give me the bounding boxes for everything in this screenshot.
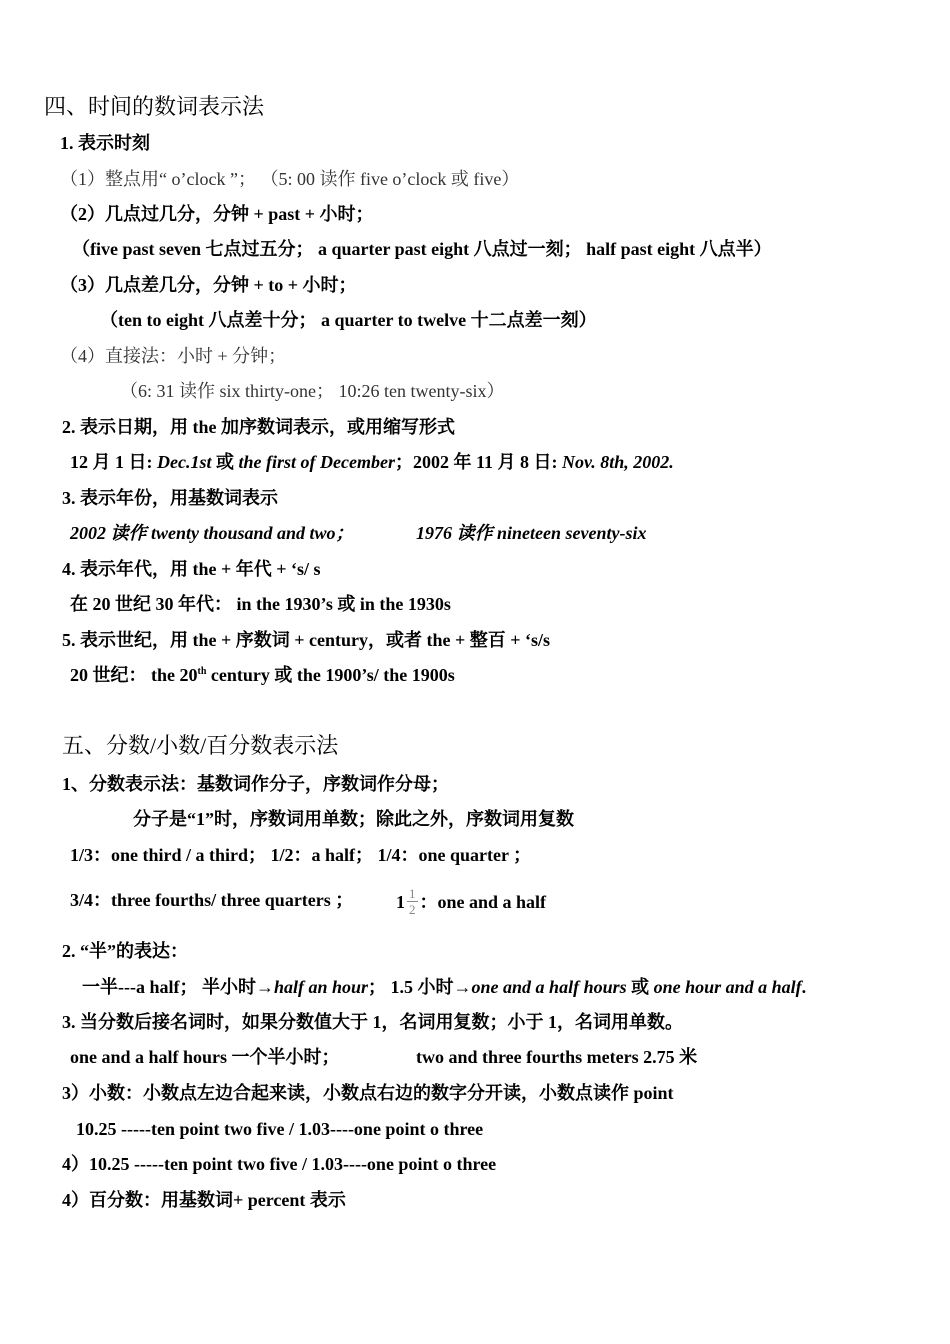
s4-example: 在 20 世纪 30 年代： in the 1930’s 或 in the 1930s [70, 594, 451, 614]
mixed-fraction: 1 $\frac{1}{2}$ ：one and a half [396, 886, 547, 918]
s4-title: 4. 表示年代，用 the + 年代 + ‘s/ s [62, 559, 321, 579]
s1-line1: （1）整点用“ o’clock ”； （5: 00 读作 five o’clock 或 five） [60, 169, 520, 189]
fraction-one-half: $\frac{1}{2}$ [409, 886, 416, 918]
s1-line3: （five past seven 七点过五分； a quarter past eight 八点过一刻； half past eight 八点半） [72, 239, 772, 259]
s3-example-a: 2002 读作 twenty thousand and two； [70, 523, 354, 543]
s3-title: 3. 表示年份，用基数词表示 [62, 488, 278, 508]
p1-examples-1: 1/3：one third / a third； 1/2：a half； 1/4：one quarter ； [70, 845, 532, 865]
s1-line6: （4）直接法：小时 + 分钟； [60, 346, 287, 366]
p4-example: 10.25 -----ten point two five / 1.03----one point o three [76, 1119, 484, 1139]
p3-title: 3. 当分数后接名词时，如果分数值大于 1，名词用复数；小于 1，名词用单数。 [62, 1012, 683, 1032]
section5-heading: 五、分数/小数/百分数表示法 [62, 733, 339, 758]
s1-line2: （2）几点过几分，分钟 + past + 小时； [60, 204, 374, 224]
s1-line4: （3）几点差几分，分钟 + to + 小时； [60, 275, 357, 295]
s1-title: 1. 表示时刻 [60, 133, 150, 153]
p3-example-b: two and three fourths meters 2.75 米 [416, 1047, 698, 1067]
p5-line: 4）10.25 -----ten point two five / 1.03----one point o three [62, 1154, 497, 1174]
s5-example: 20 世纪： the 20th century 或 the 1900’s/ the 1900s [70, 665, 455, 685]
s2-title: 2. 表示日期，用 the 加序数词表示，或用缩写形式 [62, 417, 455, 437]
p2-title: 2. “半”的表达： [62, 941, 188, 961]
s2-example: 12 月 1 日: Dec.1st 或 the first of December；2002 年 11 月 8 日: Nov. 8th, 2002. [70, 452, 674, 472]
p6-line: 4）百分数：用基数词+ percent 表示 [62, 1190, 346, 1210]
s1-line7: （6: 31 读作 six thirty-one； 10:26 ten twenty-six） [120, 381, 505, 401]
p2-example: 一半---a half； 半小时→half an hour； 1.5 小时→one and a half hours 或 one hour and a half. [82, 977, 807, 997]
section4-heading: 四、时间的数词表示法 [44, 94, 265, 119]
p3-example-a: one and a half hours 一个半小时； [70, 1047, 340, 1067]
s1-line5: （ten to eight 八点差十分； a quarter to twelve 十二点差一刻） [100, 310, 597, 330]
s5-title: 5. 表示世纪，用 the + 序数词 + century，或者 the + 整百 + ‘s/s [62, 630, 551, 650]
p4-title: 3）小数：小数点左边合起来读，小数点右边的数字分开读，小数点读作 point [62, 1083, 674, 1103]
p1-title: 1、分数表示法：基数词作分子，序数词作分母； [62, 774, 449, 794]
p1-rule: 分子是“1”时，序数词用单数；除此之外，序数词用复数 [133, 809, 574, 829]
p1-examples-2: 3/4：three fourths/ three quarters ； [70, 890, 354, 910]
s3-example-b: 1976 读作 nineteen seventy-six [416, 523, 647, 543]
